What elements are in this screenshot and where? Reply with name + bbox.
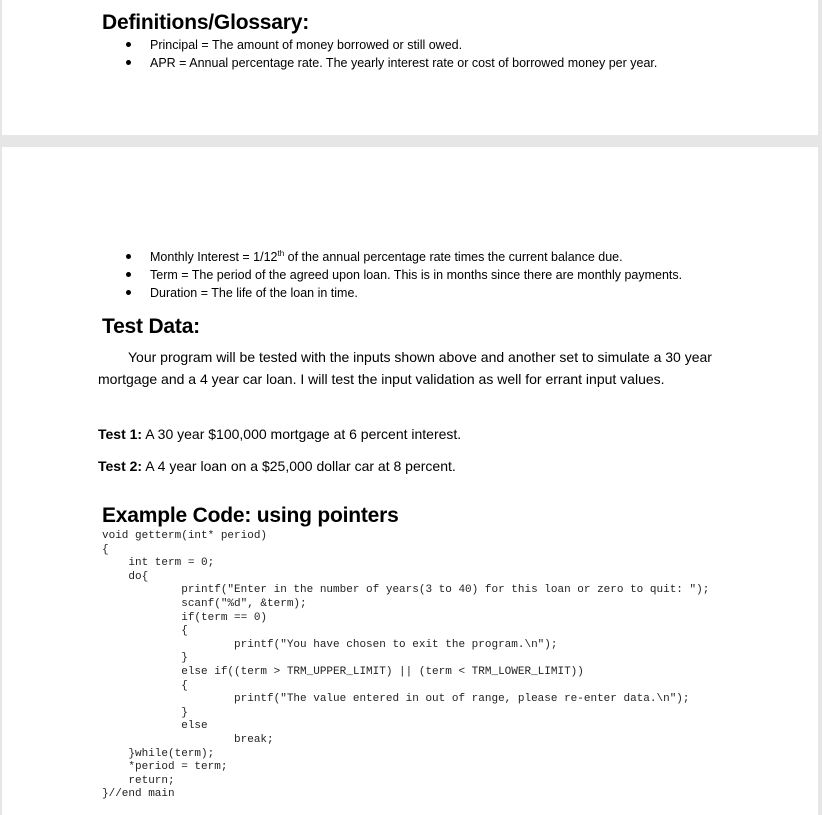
code-line: *period = term;	[102, 761, 228, 774]
code-line: scanf("%d", &term);	[102, 597, 307, 610]
definitions-list-top	[120, 36, 657, 72]
definitions-heading: Definitions/Glossary:	[102, 11, 310, 34]
code-line: {	[102, 679, 188, 692]
code-line: else if((term > TRM_UPPER_LIMIT) || (term < TRM_LOWER_LIMIT))	[102, 665, 584, 678]
bullet-icon	[126, 254, 131, 259]
bullet-icon	[126, 290, 131, 295]
code-line: break;	[102, 733, 274, 746]
code-line: void getterm(int* period)	[102, 530, 268, 542]
code-line: }	[102, 706, 188, 719]
code-block	[102, 530, 709, 802]
definition-duration: Duration = The life of the loan in time.	[120, 284, 682, 302]
definition-principal: Principal = The amount of money borrowed or still owed.	[120, 36, 657, 54]
example-code-heading: Example Code: using pointers	[102, 504, 399, 527]
code-line: do{	[102, 570, 149, 583]
code-line: }//end main	[102, 788, 175, 801]
test-1: Test 1: A 30 year $100,000 mortgage at 6 percent interest.	[98, 426, 462, 442]
document-page-1	[2, 0, 818, 135]
code-line: {	[102, 543, 109, 556]
code-line: }	[102, 652, 188, 665]
code-line: printf("The value entered in out of range, please re-enter data.\n");	[102, 693, 690, 706]
bullet-icon	[126, 60, 131, 65]
code-line: }while(term);	[102, 747, 215, 760]
bullet-icon	[126, 42, 131, 47]
definition-term: Term = The period of the agreed upon loan. This is in months since there are monthly payments.	[120, 266, 682, 284]
definition-apr: APR = Annual percentage rate. The yearly interest rate or cost of borrowed money per year.	[120, 54, 657, 72]
code-line: printf("Enter in the number of years(3 to 40) for this loan or zero to quit: ");	[102, 584, 710, 597]
test-2: Test 2: A 4 year loan on a $25,000 dollar car at 8 percent.	[98, 458, 456, 474]
code-line: printf("You have chosen to exit the program.\n");	[102, 638, 558, 651]
code-line: if(term == 0)	[102, 611, 268, 624]
test-data-heading: Test Data:	[102, 315, 200, 338]
bullet-icon	[126, 272, 131, 277]
definition-monthly-interest: Monthly Interest = 1/12th of the annual percentage rate times the current balance due.	[120, 248, 682, 266]
code-line: int term = 0;	[102, 557, 215, 570]
code-line: {	[102, 625, 188, 638]
test-data-paragraph: Your program will be tested with the inputs shown above and another set to simulate a 30 year mortgage and a 4 year car loan. I will test the input validation as well for errant input values.	[98, 349, 712, 387]
document-page-2	[2, 147, 818, 815]
code-line: return;	[102, 774, 175, 787]
definitions-list-bottom	[120, 248, 682, 302]
code-line: else	[102, 720, 208, 733]
